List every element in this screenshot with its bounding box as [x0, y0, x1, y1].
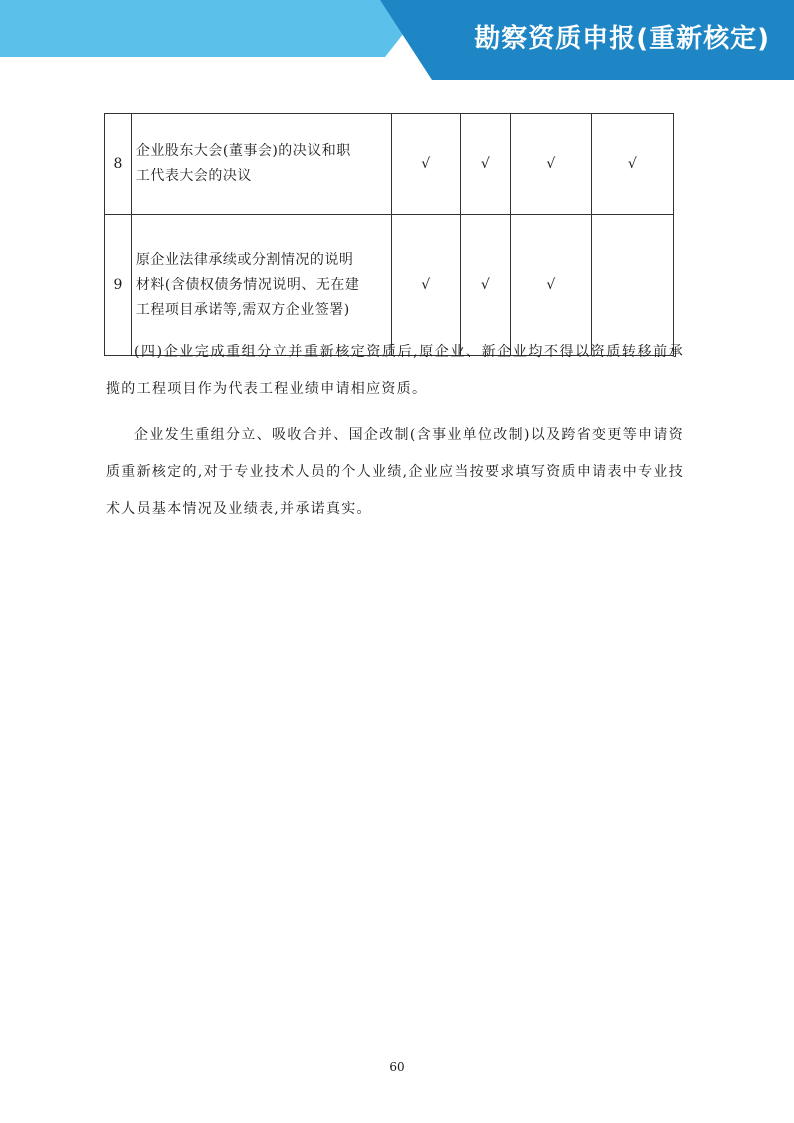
table-row	[105, 114, 674, 215]
description-line: 企业股东大会(董事会)的决议和职	[135, 143, 351, 159]
check-cell: √	[392, 114, 461, 215]
check-cell: √	[591, 114, 673, 215]
row-number: 9	[105, 215, 132, 356]
paragraph-block	[106, 417, 684, 528]
check-cell: √	[460, 215, 511, 356]
paragraph: (四)企业完成重组分立并重新核定资质后,原企业、新企业均不得以资质转移前承揽的工程项目作为代表工程业绩申请相应资质。	[106, 344, 684, 397]
header-banner	[0, 0, 794, 80]
description-line: 工程项目承诺等,需双方企业签署)	[135, 301, 350, 318]
check-cell: √	[460, 114, 511, 215]
page-section-title: 勘察资质申报(重新核定)	[474, 24, 770, 54]
check-cell: √	[511, 215, 591, 356]
banner-light-shape	[0, 0, 430, 57]
requirements-table	[104, 113, 674, 356]
description-line: 工代表大会的决议	[135, 168, 252, 184]
page-number: 60	[389, 1060, 405, 1074]
description-line: 材料(含债权债务情况说明、无在建	[135, 276, 360, 293]
paragraph-block	[106, 334, 684, 408]
description-line: 原企业法律承续或分割情况的说明	[135, 251, 354, 268]
check-cell: √	[392, 215, 461, 356]
row-description	[131, 114, 391, 215]
paragraph: 企业发生重组分立、吸收合并、国企改制(含事业单位改制)以及跨省变更等申请资质重新核定的,对于专业技术人员的个人业绩,企业应当按要求填写资质申请表中专业技术人员基本情况及业绩表,并承诺真实。	[106, 427, 684, 517]
row-number: 8	[105, 114, 132, 215]
check-cell: √	[511, 114, 591, 215]
